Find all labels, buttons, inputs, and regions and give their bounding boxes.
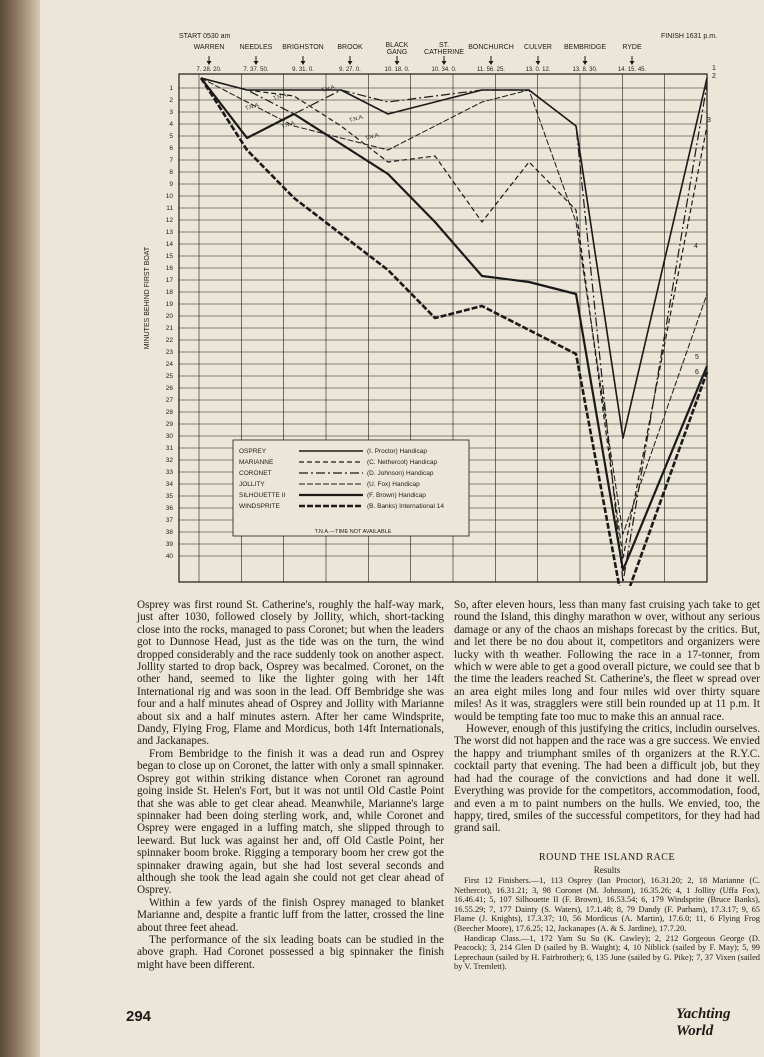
results-subheading: Results — [593, 865, 621, 875]
y-tick-label: 15 — [165, 253, 173, 260]
y-tick-label: 11 — [166, 205, 173, 212]
y-tick-label: 30 — [165, 433, 173, 440]
y-tick-label: 33 — [165, 469, 173, 476]
tna-annotation: T.N.A. — [348, 114, 365, 124]
y-tick-label: 22 — [165, 337, 173, 344]
checkpoint-time: 7. 28. 20. — [196, 67, 222, 73]
y-tick-label: 18 — [165, 289, 173, 296]
y-tick-label: 29 — [165, 421, 173, 428]
y-tick-label: 32 — [165, 457, 173, 464]
checkpoint-time: 9. 27. 0. — [339, 67, 361, 73]
checkpoint-arrowhead — [395, 61, 400, 65]
y-tick-label: 37 — [165, 517, 173, 524]
checkpoint-arrowhead — [207, 61, 212, 65]
finish-position: 2 — [712, 73, 716, 80]
y-tick-label: 36 — [165, 505, 173, 512]
y-tick-label: 21 — [165, 325, 173, 332]
y-tick-label: 13 — [165, 229, 173, 236]
legend-entry-skipper: (D. Johnson) Handicap — [367, 470, 434, 477]
article-paragraph: However, enough of this justifying the critics, includin ourselves. The worst did not happen and the race was a gre success. We envied the happy and triumphant smiles of th organizers at the R.Y.C. cocktail party that evening. The had been a difficult job, but they had had the courage of the convictions and had done it well. Everything was provide for the competitors, accommodation, food, and even a m to paint numbers on the hulls. We envied, too, the happy, tired, smiles of the successful competitors, for they had had grand sail. — [454, 723, 760, 835]
legend-entry-name: JOLLITY — [239, 481, 265, 488]
y-tick-label: 16 — [165, 265, 173, 272]
y-tick-label: 40 — [165, 553, 173, 560]
checkpoint-time: 9. 31. 0. — [292, 67, 314, 73]
checkpoint-name: BEMBRIDGE — [563, 44, 607, 51]
checkpoint-arrowhead — [489, 61, 494, 65]
y-tick-label: 8 — [169, 169, 173, 176]
magazine-name: Yachting World — [676, 1006, 731, 1039]
article-right-column — [454, 599, 760, 835]
legend-box — [233, 440, 469, 536]
checkpoint-time: 7. 37. 50. — [243, 67, 269, 73]
y-tick-label: 2 — [169, 97, 173, 104]
article-paragraph: The performance of the six leading boats can be studied in the above graph. Had Coronet possessed a big spinnaker the finish might have been different. — [137, 933, 444, 971]
y-tick-label: 31 — [165, 445, 173, 452]
finish-label: FINISH 1631 p.m. — [660, 33, 717, 40]
checkpoint-time: 10. 18. 0. — [384, 67, 410, 73]
checkpoint-name: RYDE — [622, 44, 642, 51]
tna-annotation: T.N.A. — [320, 84, 337, 94]
start-label: START 0530 am — [179, 33, 231, 40]
book-binding — [0, 0, 40, 1057]
checkpoint-time: 13. 0. 12. — [525, 67, 551, 73]
y-tick-label: 39 — [165, 541, 173, 548]
tna-annotation: T.N.A. — [272, 92, 289, 102]
results-paragraph: Handicap Class.—1, 172 Yam Su Su (K. Cawley); 2, 212 Gorgeous George (D. Peacock); 3, 214 Glen D (sailed by B. Waight); 4, 10 Niblick (sailed by F. May); 5, 99 Leprechaun (sailed by H. Fairbrother); 6, 135 June (sailed by G. Pike); 7, 37 Vixen (sailed by V. Tremlett). — [454, 933, 760, 972]
legend-entry-name: SILHOUETTE II — [239, 492, 286, 499]
checkpoint-name: BROOK — [337, 44, 363, 51]
checkpoint-name: BRIGHSTON — [282, 44, 324, 51]
y-tick-label: 7 — [169, 157, 173, 164]
y-tick-label: 38 — [165, 529, 173, 536]
checkpoint-time: 11. 56. 25. — [477, 67, 505, 73]
checkpoint-name: NEEDLES — [239, 44, 273, 51]
chart-svg — [133, 26, 720, 586]
y-tick-label: 24 — [165, 361, 173, 368]
legend-entry-skipper: (C. Nethercot) Handicap — [367, 459, 438, 466]
y-tick-label: 12 — [165, 217, 173, 224]
y-tick-label: 27 — [165, 397, 173, 404]
checkpoint-time: 13. 8. 30. — [572, 67, 598, 73]
checkpoint-arrowhead — [442, 61, 447, 65]
checkpoint-arrowhead — [630, 61, 635, 65]
checkpoint-time: 10. 34. 0. — [431, 67, 457, 73]
tna-annotation: T.N.A. — [280, 120, 297, 130]
checkpoint-arrowhead — [583, 61, 588, 65]
article-paragraph: Within a few yards of the finish Osprey managed to blanket Marianne and, despite a frantic luff from the latter, crossed the line about three feet ahead. — [137, 896, 444, 934]
checkpoint-name: CATHERINE — [424, 49, 464, 56]
checkpoint-time: 14. 15. 45. — [617, 67, 647, 73]
y-axis-label: MINUTES BEHIND FIRST BOAT — [144, 246, 151, 350]
article-paragraph: So, after eleven hours, less than many fast cruising yach take to get round the Island, this dinghy marathon w over, without any serious damage or any of the chaos an mishaps forecast by the critics. But, and let there be no dou about it, competitors and organizers were lucky with th weather. Following the race in a 17-tonner, from which w were able to get a good overall picture, we could see that b the time the leaders reached St. Catherine's, the fleet w spread over an area eight miles long and four miles wid over thirty square miles! As it was, stragglers were still bein rounded up at 11 p.m. It would be tempting fate too muc to make this an annual race. — [454, 599, 760, 723]
page-number: 294 — [126, 1008, 152, 1025]
legend-entry-skipper: (U. Fox) Handicap — [367, 481, 420, 488]
y-tick-label: 20 — [165, 313, 173, 320]
finish-position: 3 — [707, 117, 711, 124]
y-tick-label: 5 — [169, 133, 173, 140]
article-left-column — [137, 599, 444, 971]
finish-position: 1 — [712, 65, 716, 72]
results-heading: ROUND THE ISLAND RACE — [538, 852, 676, 863]
legend-note: T.N.A.—TIME NOT AVAILABLE — [314, 529, 392, 535]
race-position-chart — [133, 26, 720, 586]
checkpoint-arrowhead — [348, 61, 353, 65]
article-paragraph: Osprey was first round St. Catherine's, roughly the half-way mark, just after 1030, followed closely by Jollity, which, short-tacking close into the rocks, managed to pass Coronet; but when the leaders got to Dunnose Head, just as the tide was on the turn, the wind dropped considerably and the race suddenly took on another aspect. Jollity started to drop back, Osprey was becalmed. Coronet, on the other hand, seemed to like the lighter going with her 14ft International rig and was soon in the lead. Off Bembridge she was four and a half minutes ahead of Osprey and Jollity with Marianne about six and a half minutes astern. After her came Windsprite, Dandy, Flying Frog, Flame and Mordicus, both 14ft Internationals, and Jackanapes. — [137, 599, 444, 748]
results-paragraph: First 12 Finishers.—1, 113 Osprey (Ian Proctor), 16.31.20; 2, 18 Marianne (C. Nethercot), 16.31.21; 3, 98 Coronet (M. Johnson), 16.35.26; 4, 1 Jollity (Uffa Fox), 16.46.41; 5, 107 Silhouette II (F. Brown), 16.53.54; 6, 179 Windsprite (Bruce Banks), 16.55.29; 7, 177 Dainty (S. Waters), 17.1.48; 8, 79 Dandy (F. Parham), 17.3.17; 9, 65 Flame (J. Knights), 17.3.37; 10, 56 Mordicus (A. Martin), 17.6.0; 11, 6 Flying Frog (Beecher Moore), 17.6.25; 12, Jackanapes (A. & S. Jardine), 17.7.20. — [454, 876, 760, 933]
checkpoint-name: BLACK — [385, 42, 409, 49]
y-tick-label: 14 — [165, 241, 173, 248]
checkpoint-arrowhead — [254, 61, 259, 65]
finish-position: 4 — [694, 243, 698, 250]
y-tick-label: 3 — [169, 109, 173, 116]
legend-entry-name: CORONET — [239, 470, 272, 477]
y-tick-label: 1 — [169, 85, 173, 92]
checkpoint-arrowhead — [536, 61, 541, 65]
y-tick-label: 34 — [165, 481, 173, 488]
checkpoint-arrowhead — [301, 61, 306, 65]
checkpoint-name: ST. — [438, 42, 450, 49]
tna-annotation: T.N.A. — [244, 102, 261, 112]
tna-annotation: T.N.A. — [364, 132, 381, 142]
y-tick-label: 23 — [165, 349, 173, 356]
checkpoint-name: CULVER — [524, 44, 552, 51]
legend-entry-skipper: (B. Banks) International 14 — [367, 503, 444, 510]
y-tick-label: 9 — [169, 181, 173, 188]
y-tick-label: 19 — [165, 301, 173, 308]
checkpoint-name: BONCHURCH — [468, 44, 514, 51]
series-line-osprey — [201, 78, 707, 438]
y-tick-label: 25 — [165, 373, 173, 380]
results-list — [454, 876, 760, 972]
article-paragraph: From Bembridge to the finish it was a dead run and Osprey began to close up on Coronet, the latter with only a small spinnaker. Osprey got within striking distance when Coronet ran aground going inside St. Helen's Fort, but it was not until Old Castle Point that she was able to get clear ahead. Meanwhile, Marianne's large spinnaker had been doing sterling work, and, while Coronet and Osprey were engaged in a luffing match, she slipped through to leeward. But luck was against her and, off Old Castle Point, her spinnaker boom broke. Rigging a temporary boom her crew got the spinnaker drawing again, but she had lost several seconds and although she took the lead again she could not get clear ahead of Osprey. — [137, 747, 444, 897]
finish-position: 6 — [695, 369, 699, 376]
y-tick-label: 17 — [165, 277, 173, 284]
y-tick-label: 26 — [165, 385, 173, 392]
checkpoint-name: GANG — [386, 49, 408, 56]
legend-entry-skipper: (F. Brown) Handicap — [367, 492, 426, 499]
y-tick-label: 4 — [169, 121, 173, 128]
finish-position: 5 — [695, 354, 699, 361]
legend-entry-name: MARIANNE — [239, 459, 274, 466]
legend-entry-name: OSPREY — [239, 448, 267, 455]
checkpoint-name: WARREN — [193, 44, 225, 51]
legend-entry-skipper: (I. Proctor) Handicap — [367, 448, 427, 455]
y-tick-label: 28 — [165, 409, 173, 416]
y-tick-label: 6 — [169, 145, 173, 152]
y-tick-label: 35 — [165, 493, 173, 500]
y-tick-label: 10 — [165, 193, 173, 200]
legend-entry-name: WINDSPRITE — [239, 503, 280, 510]
